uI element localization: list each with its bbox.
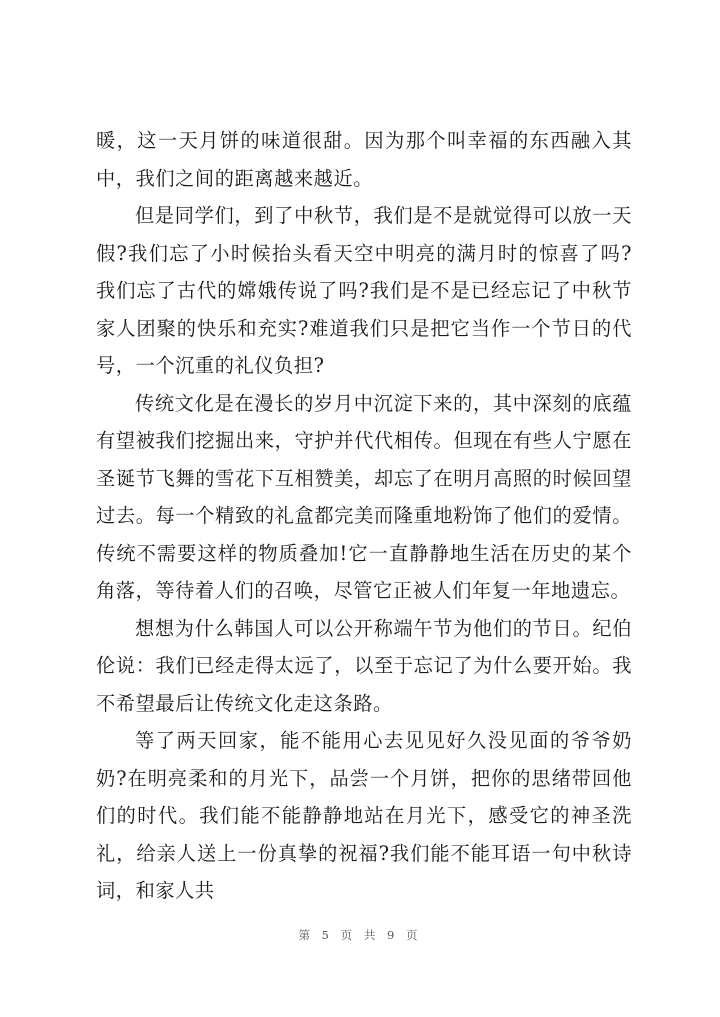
paragraph: 想想为什么韩国人可以公开称端午节为他们的节日。纪伯伦说：我们已经走得太远了，以至于忘记了为什么要开始。我不希望最后让传统文化走这条路。	[96, 616, 632, 715]
paragraph-continuation: 暖，这一天月饼的味道很甜。因为那个叫幸福的东西融入其中，我们之间的距离越来越近。	[96, 129, 632, 190]
page-number-footer: 第 5 页 共 9 页	[298, 928, 422, 942]
paragraph: 等了两天回家，能不能用心去见见好久没见面的爷爷奶奶?在明亮柔和的月光下，品尝一个月饼，把你的思绪带回他们的时代。我们能不能静静地站在月光下，感受它的神圣洗礼，给亲人送上一份真挚的祝福?我们能不能耳语一句中秋诗词，和家人共	[96, 729, 632, 902]
paragraph: 传统文化是在漫长的岁月中沉淀下来的，其中深刻的底蕴有望被我们挖掘出来，守护并代代相传。但现在有些人宁愿在圣诞节飞舞的雪花下互相赞美，却忘了在明月高照的时候回望过去。每一个精致的礼盒都完美而隆重地粉饰了他们的爱情。传统不需要这样的物质叠加!它一直静静地生活在历史的某个角落，等待着人们的召唤，尽管它正被人们年复一年地遗忘。	[96, 391, 632, 602]
document-body	[96, 122, 632, 910]
paragraph: 但是同学们，到了中秋节，我们是不是就觉得可以放一天假?我们忘了小时候抬头看天空中明亮的满月时的惊喜了吗?我们忘了古代的嫦娥传说了吗?我们是不是已经忘记了中秋节家人团聚的快乐和充实?难道我们只是把它当作一个节日的代号，一个沉重的礼仪负担?	[96, 204, 632, 377]
